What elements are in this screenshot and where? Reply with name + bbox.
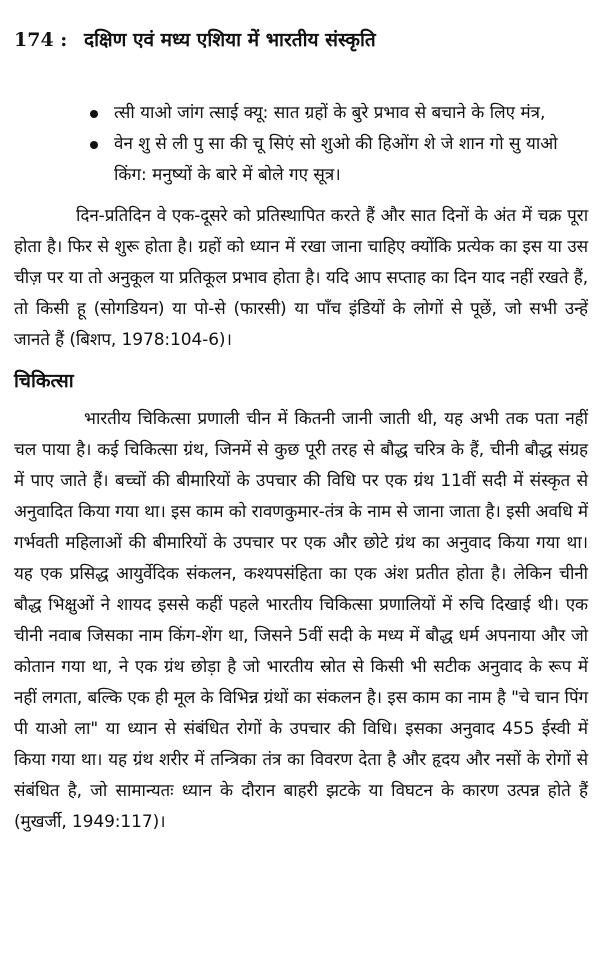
bullet-icon [90,141,98,149]
bullet-icon [90,110,98,118]
list-item [14,98,588,129]
page-number: 174 : [14,29,68,51]
paragraph-medicine: भारतीय चिकित्सा प्रणाली चीन में कितनी जानी जाती थी, यह अभी तक पता नहीं चल पाया है। कई चिकित्सा ग्रंथ, जिनमें से कुछ पूरी तरह से बौद्ध चरित्र के हैं, चीनी बौद्ध संग्रह में पाए जाते हैं। बच्चों की बीमारियों के उपचार की विधि पर एक ग्रंथ 11वीं सदी में संस्कृत से अनुवादित किया गया था। इस काम को रावणकुमार-तंत्र के नाम से जाना जाता है। इसी अवधि में गर्भवती महिलाओं की बीमारियों के उपचार पर एक और छोटे ग्रंथ का अनुवाद किया गया था। यह एक प्रसिद्ध आयुर्वेदिक संकलन, कश्यपसंहिता का एक अंश प्रतीत होता है। लेकिन चीनी बौद्ध भिक्षुओं ने शायद इससे कहीं पहले भारतीय चिकित्सा प्रणालियों में रुचि दिखाई थी। एक चीनी नवाब जिसका नाम किंग-शेंग था, जिसने 5वीं सदी के मध्य में बौद्ध धर्म अपनाया और जो कोतान गया था, ने एक ग्रंथ छोड़ा है जो भारतीय स्रोत से किसी भी सटीक अनुवाद के रूप में नहीं लगता, बल्कि एक ही मूल के विभिन्न ग्रंथों का संकलन है। इस काम का नाम है "चे चान पिंग पी याओ ला" या ध्यान से संबंधित रोगों के उपचार की विधि। इसका अनुवाद 455 ईस्वी में किया गया था। यह ग्रंथ शरीर में तन्त्रिका तंत्र का विवरण देता है और हृदय और नसों के रोगों से संबंधित है, जो सामान्यतः ध्यान के दौरान बाहरी झटके या विघटन के कारण उत्पन्न होते हैं (मुखर्जी, 1949:117)। [14,409,588,832]
section-heading: चिकित्सा [14,370,74,392]
bullet-list [14,98,588,191]
list-item-text: वेन शु से ली पु सा की चू सिएं सो शुओ की हिओंग शे जे शान गो सु याओ किंग: मनुष्यों के बारे में बोले गए सूत्र। [114,134,558,185]
list-item [14,129,588,191]
page-header [14,26,588,54]
running-title: दक्षिण एवं मध्य एशिया में भारतीय संस्कृति [84,29,376,51]
list-item-text: त्सी याओ जांग त्साई क्यू: सात ग्रहों के बुरे प्रभाव से बचाने के लिए मंत्र, [114,103,546,123]
paragraph-planets: दिन-प्रतिदिन वे एक-दूसरे को प्रतिस्थापित करते हैं और सात दिनों के अंत में चक्र पूरा होता है। फिर से शुरू होता है। ग्रहों को ध्यान में रखा जाना चाहिए क्योंकि प्रत्येक का इस या उस चीज़ पर या तो अनुकूल या प्रतिकूल प्रभाव होता है। यदि आप सप्ताह का दिन याद नहीं रखते हैं, तो किसी हू (सोगडियन) या पो-से (फारसी) या पाँच इंडियों के लोगों से पूछें, जो सभी उन्हें जानते हैं (बिशप, 1978:104-6)। [14,206,588,350]
